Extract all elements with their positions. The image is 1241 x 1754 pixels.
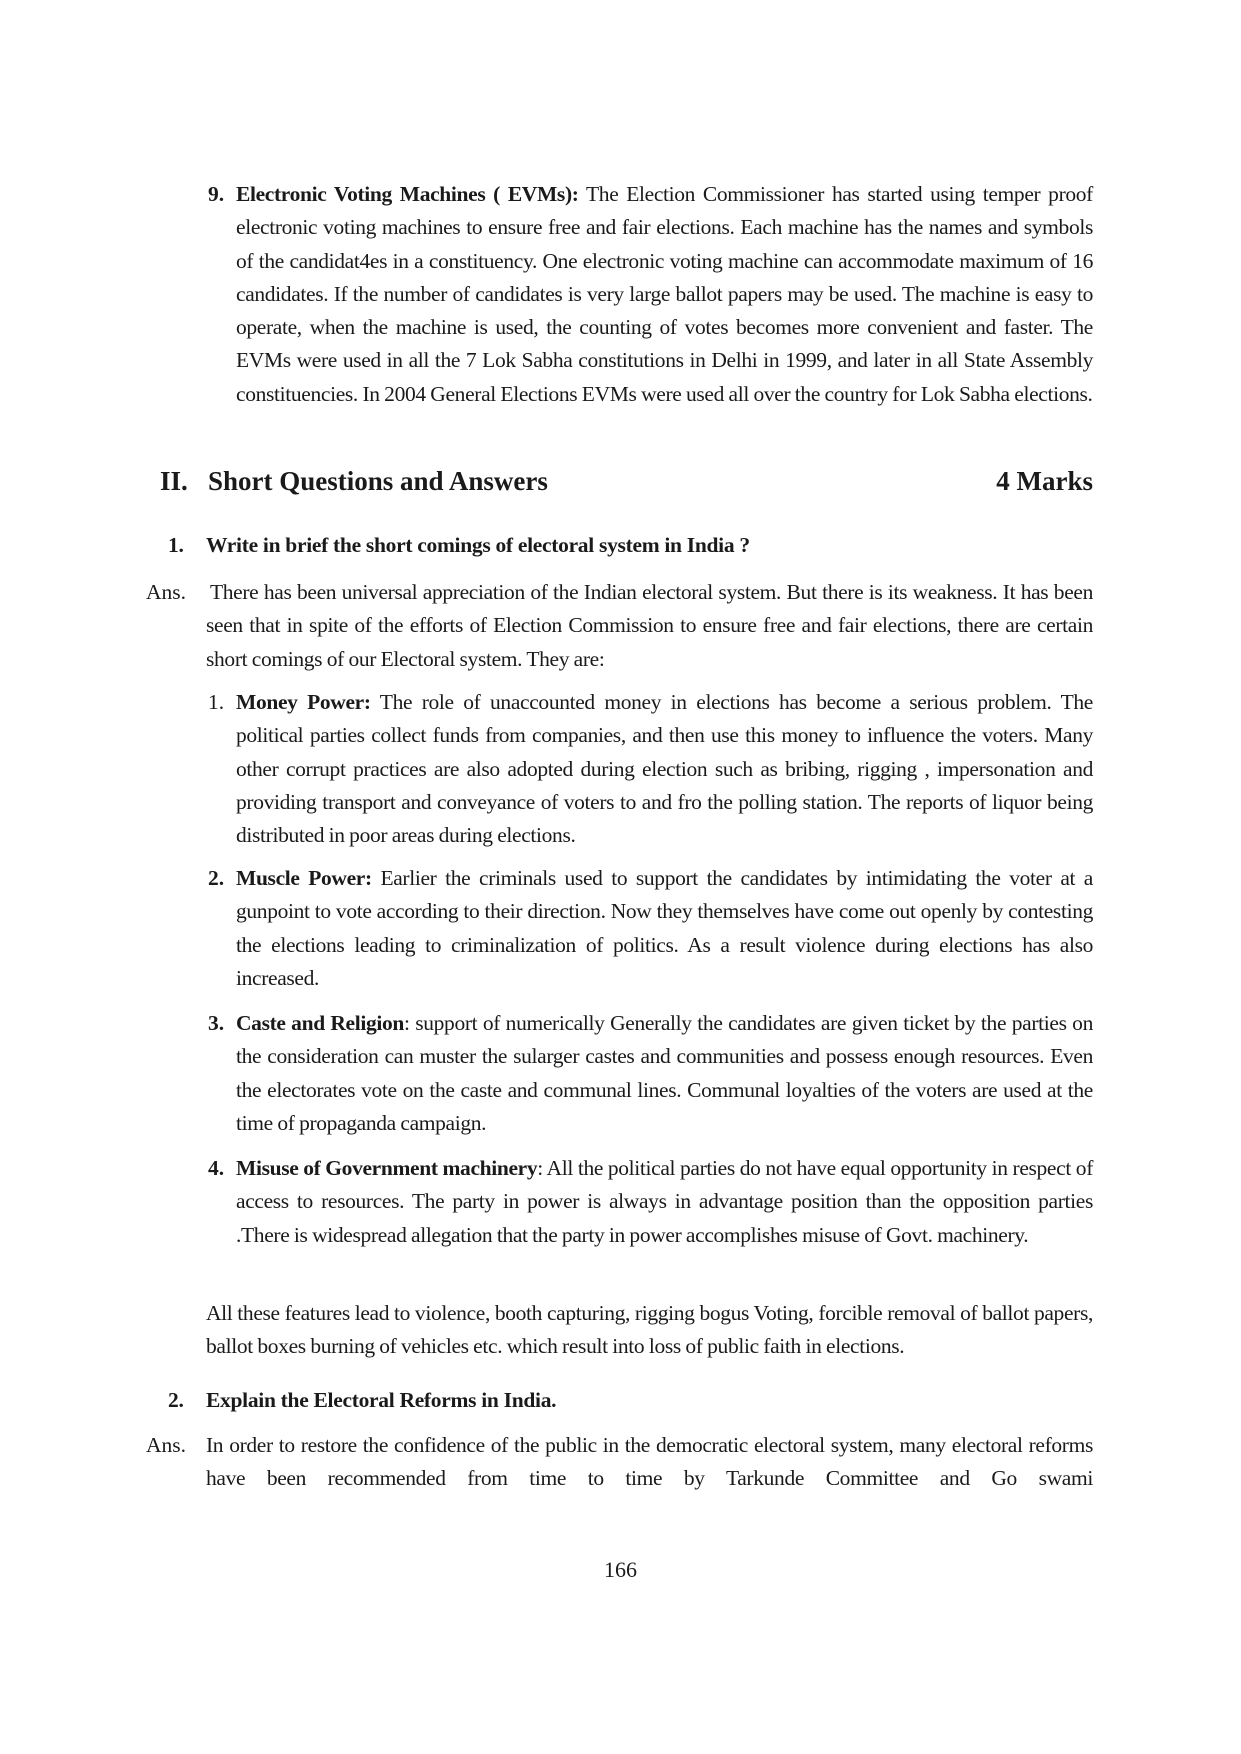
point-number: 3. [208,1011,225,1035]
point-text: The role of unaccounted money in elections has become a serious problem. The political parties collect funds from companies, and then use this money to influence the voters. Many other corrupt practices are also adopted during election such as bribing, rigging , impersonation and providing transport and conveyance of voters to and fro the polling station. The reports of liquor being distributed in poor areas during elections. [236,690,1093,848]
point-number: 1. [208,690,225,714]
answer-label: Ans. [146,580,187,604]
item-number: 9. [208,182,225,206]
point-3-caste-religion [236,1007,1093,1140]
answer-paragraph: In order to restore the confidence of the public in the democratic electoral system, many electoral reforms have been recommended from time to time by Tarkunde Committee and Go swami [206,1433,1093,1491]
point-text: Earlier the criminals used to support the candidates by intimidating the voter at a gunpoint to vote according to their direction. Now they themselves have come out openly by contesting the elections leading to criminalization of politics. As a result violence during elections has also increased. [236,866,1093,990]
point-number: 4. [208,1156,225,1180]
question-text: Explain the Electoral Reforms in India. [206,1388,557,1412]
conclusion-paragraph: All these features lead to violence, booth capturing, rigging bogus Voting, forcible removal of ballot papers, ballot boxes burning of vehicles etc. which result into loss of public faith in elections. [206,1301,1093,1359]
point-title: Muscle Power: [236,866,372,890]
point-number: 2. [208,866,225,890]
point-title: Caste and Religion [236,1011,405,1035]
section-marks: 4 Marks [996,466,1093,496]
point-title: Money Power: [236,690,371,714]
point-2-muscle-power [236,862,1093,995]
answer-paragraph: There has been universal appreciation of the Indian electoral system. But there is its weakness. It has been seen that in spite of the efforts of Election Commission to ensure free and fair elections, there are certain short comings of our Electoral system. They are: [206,580,1093,671]
section-number: II. [160,466,188,496]
point-4-misuse-government [236,1152,1093,1252]
answer-label: Ans. [146,1433,187,1457]
question-number: 2. [168,1388,184,1412]
point-text: : All the political parties do not have equal opportunity in respect of access to resources. The party in power is always in advantage position than the opposition parties .There is widespread allegation that the party in power accomplishes misuse of Govt. machinery. [236,1156,1094,1247]
point-1-money-power [236,686,1093,852]
question-number: 1. [168,533,184,557]
point-title: Misuse of Government machinery [236,1156,538,1180]
item-9-paragraph [236,178,1093,411]
point-text: : support of numerically Generally the candidates are given ticket by the parties on the consideration can muster the sularger castes and communities and possess enough resources. Even the electorates vote on the caste and communal lines. Communal loyalties of the voters are used at the time of propaganda campaign. [236,1011,1093,1135]
question-text: Write in brief the short comings of electoral system in India ? [206,533,750,557]
item-title: Electronic Voting Machines ( EVMs): [236,182,579,206]
page-number: 166 [604,1557,637,1582]
section-title: Short Questions and Answers [208,466,548,496]
item-text: The Election Commissioner has started using temper proof electronic voting machines to ensure free and fair elections. Each machine has the names and symbols of the candidat4es in a constituency. One electronic voting machine can accommodate maximum of 16 candidates. If the number of candidates is very large ballot papers may be used. The machine is easy to operate, when the machine is used, the counting of votes becomes more convenient and faster. The EVMs were used in all the 7 Lok Sabha constitutions in Delhi in 1999, and later in all State Assembly constituencies. In 2004 General Elections EVMs were used all over the country for Lok Sabha elections. [236,182,1093,406]
